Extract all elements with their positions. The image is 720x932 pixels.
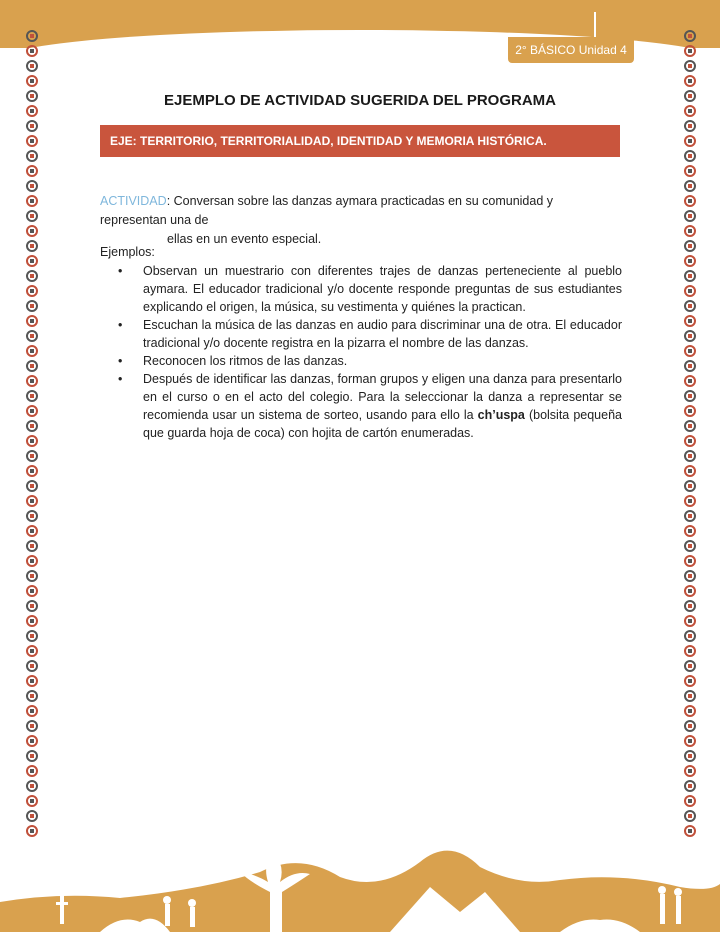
- border-motif-icon: [25, 450, 39, 462]
- border-motif-icon: [683, 495, 697, 507]
- list-item-text-before: Después de identificar las danzas, forman grupos y eligen una danza para presentarlo en el curso o en el acto del colegio. Para la seleccionar la danza a representar se recomienda usar un sistema de sorteo, usando para ello la: [143, 372, 622, 422]
- border-motif-icon: [683, 795, 697, 807]
- border-motif-icon: [683, 255, 697, 267]
- border-motif-icon: [25, 720, 39, 732]
- border-motif-icon: [683, 600, 697, 612]
- border-motif-icon: [683, 180, 697, 192]
- list-item-text: Escuchan la música de las danzas en audio para discriminar una de otra. El educador tradicional y/o docente registra en la pizarra el nombre de las danzas.: [143, 318, 622, 350]
- bullet-icon: •: [118, 354, 123, 368]
- border-motif-icon: [25, 690, 39, 702]
- border-motif-icon: [25, 765, 39, 777]
- eje-banner: EJE: TERRITORIO, TERRITORIALIDAD, IDENTIDAD Y MEMORIA HISTÓRICA.: [100, 125, 620, 157]
- border-motif-icon: [25, 330, 39, 342]
- actividad-label: ACTIVIDAD: [100, 194, 167, 208]
- border-motif-icon: [25, 300, 39, 312]
- border-motif-icon: [25, 600, 39, 612]
- border-motif-icon: [683, 630, 697, 642]
- border-motif-icon: [683, 585, 697, 597]
- list-item-text-after: (bolsita pequeña que guarda hoja de coca) con hojita de cartón enumeradas.: [143, 408, 622, 440]
- border-motif-icon: [683, 300, 697, 312]
- border-motif-icon: [25, 615, 39, 627]
- border-motif-icon: [683, 675, 697, 687]
- border-motif-icon: [25, 390, 39, 402]
- actividad-text-line-2: ellas en un evento especial.: [167, 232, 322, 246]
- border-motif-icon: [683, 435, 697, 447]
- border-motif-icon: [683, 195, 697, 207]
- border-motif-icon: [25, 645, 39, 657]
- border-motif-icon: [25, 465, 39, 477]
- list-item: [118, 370, 622, 442]
- border-motif-icon: [25, 120, 39, 132]
- border-motif-icon: [683, 480, 697, 492]
- border-motif-icon: [25, 555, 39, 567]
- border-motif-icon: [683, 75, 697, 87]
- border-motif-icon: [683, 420, 697, 432]
- border-motif-icon: [25, 750, 39, 762]
- border-motif-icon: [25, 240, 39, 252]
- border-motif-icon: [683, 135, 697, 147]
- border-motif-icon: [25, 195, 39, 207]
- border-motif-icon: [683, 645, 697, 657]
- left-decorative-border: [23, 30, 41, 850]
- border-motif-icon: [683, 210, 697, 222]
- border-motif-icon: [683, 330, 697, 342]
- border-motif-icon: [25, 585, 39, 597]
- border-motif-icon: [683, 225, 697, 237]
- border-motif-icon: [683, 285, 697, 297]
- border-motif-icon: [683, 570, 697, 582]
- border-motif-icon: [25, 780, 39, 792]
- actividad-text-line-1: : Conversan sobre las danzas aymara practicadas en su comunidad y representan una de: [100, 194, 554, 227]
- border-motif-icon: [683, 240, 697, 252]
- list-item-text: Reconocen los ritmos de las danzas.: [143, 354, 348, 368]
- unit-label: 2° BÁSICO Unidad 4: [508, 37, 634, 63]
- border-motif-icon: [683, 705, 697, 717]
- border-motif-icon: [683, 315, 697, 327]
- ejemplos-list: [118, 262, 622, 442]
- border-motif-icon: [25, 570, 39, 582]
- page-title: EJEMPLO DE ACTIVIDAD SUGERIDA DEL PROGRAMA: [164, 92, 556, 109]
- border-motif-icon: [683, 540, 697, 552]
- border-motif-icon: [25, 30, 39, 42]
- border-motif-icon: [683, 720, 697, 732]
- border-motif-icon: [683, 810, 697, 822]
- border-motif-icon: [683, 465, 697, 477]
- border-motif-icon: [25, 75, 39, 87]
- border-motif-icon: [683, 30, 697, 42]
- border-motif-icon: [25, 525, 39, 537]
- border-motif-icon: [25, 360, 39, 372]
- border-motif-icon: [25, 405, 39, 417]
- list-item: [118, 352, 622, 370]
- border-motif-icon: [25, 795, 39, 807]
- border-motif-icon: [25, 150, 39, 162]
- ejemplos-label: Ejemplos:: [100, 245, 155, 259]
- border-motif-icon: [25, 705, 39, 717]
- border-motif-icon: [683, 165, 697, 177]
- border-motif-icon: [25, 180, 39, 192]
- list-item: [118, 262, 622, 316]
- border-motif-icon: [683, 525, 697, 537]
- border-motif-icon: [683, 345, 697, 357]
- border-motif-icon: [25, 480, 39, 492]
- border-motif-icon: [25, 630, 39, 642]
- border-motif-icon: [25, 510, 39, 522]
- border-motif-icon: [25, 810, 39, 822]
- border-motif-icon: [683, 615, 697, 627]
- border-motif-icon: [25, 375, 39, 387]
- border-motif-icon: [683, 735, 697, 747]
- border-motif-icon: [25, 225, 39, 237]
- border-motif-icon: [25, 435, 39, 447]
- border-motif-icon: [683, 150, 697, 162]
- border-motif-icon: [683, 555, 697, 567]
- landscape-illustration: [0, 832, 720, 932]
- list-item: [118, 316, 622, 352]
- border-motif-icon: [683, 450, 697, 462]
- border-motif-icon: [683, 360, 697, 372]
- border-motif-icon: [25, 495, 39, 507]
- border-motif-icon: [25, 165, 39, 177]
- right-decorative-border: [681, 30, 699, 850]
- border-motif-icon: [683, 510, 697, 522]
- border-motif-icon: [683, 375, 697, 387]
- border-motif-icon: [683, 270, 697, 282]
- unit-tab-connector: [594, 12, 596, 38]
- chuspa-term: ch’uspa: [477, 408, 525, 422]
- border-motif-icon: [25, 735, 39, 747]
- border-motif-icon: [25, 660, 39, 672]
- bullet-icon: •: [118, 264, 123, 278]
- border-motif-icon: [683, 765, 697, 777]
- bullet-icon: •: [118, 372, 123, 386]
- list-item-text: Observan un muestrario con diferentes trajes de danzas perteneciente al pueblo aymara. El educador tradicional y/o docente responde preguntas de sus estudiantes explicando el origen, la música, su vestimenta y quiénes la practican.: [143, 264, 622, 314]
- border-motif-icon: [25, 210, 39, 222]
- border-motif-icon: [25, 420, 39, 432]
- bullet-icon: •: [118, 318, 123, 332]
- border-motif-icon: [25, 540, 39, 552]
- border-motif-icon: [683, 405, 697, 417]
- border-motif-icon: [683, 390, 697, 402]
- border-motif-icon: [25, 255, 39, 267]
- border-motif-icon: [25, 45, 39, 57]
- border-motif-icon: [25, 135, 39, 147]
- border-motif-icon: [25, 675, 39, 687]
- border-motif-icon: [683, 120, 697, 132]
- border-motif-icon: [25, 315, 39, 327]
- border-motif-icon: [683, 60, 697, 72]
- border-motif-icon: [683, 750, 697, 762]
- border-motif-icon: [683, 780, 697, 792]
- border-motif-icon: [683, 690, 697, 702]
- border-motif-icon: [25, 270, 39, 282]
- border-motif-icon: [683, 660, 697, 672]
- border-motif-icon: [683, 45, 697, 57]
- border-motif-icon: [25, 345, 39, 357]
- actividad-block: [100, 192, 622, 249]
- border-motif-icon: [25, 285, 39, 297]
- border-motif-icon: [25, 60, 39, 72]
